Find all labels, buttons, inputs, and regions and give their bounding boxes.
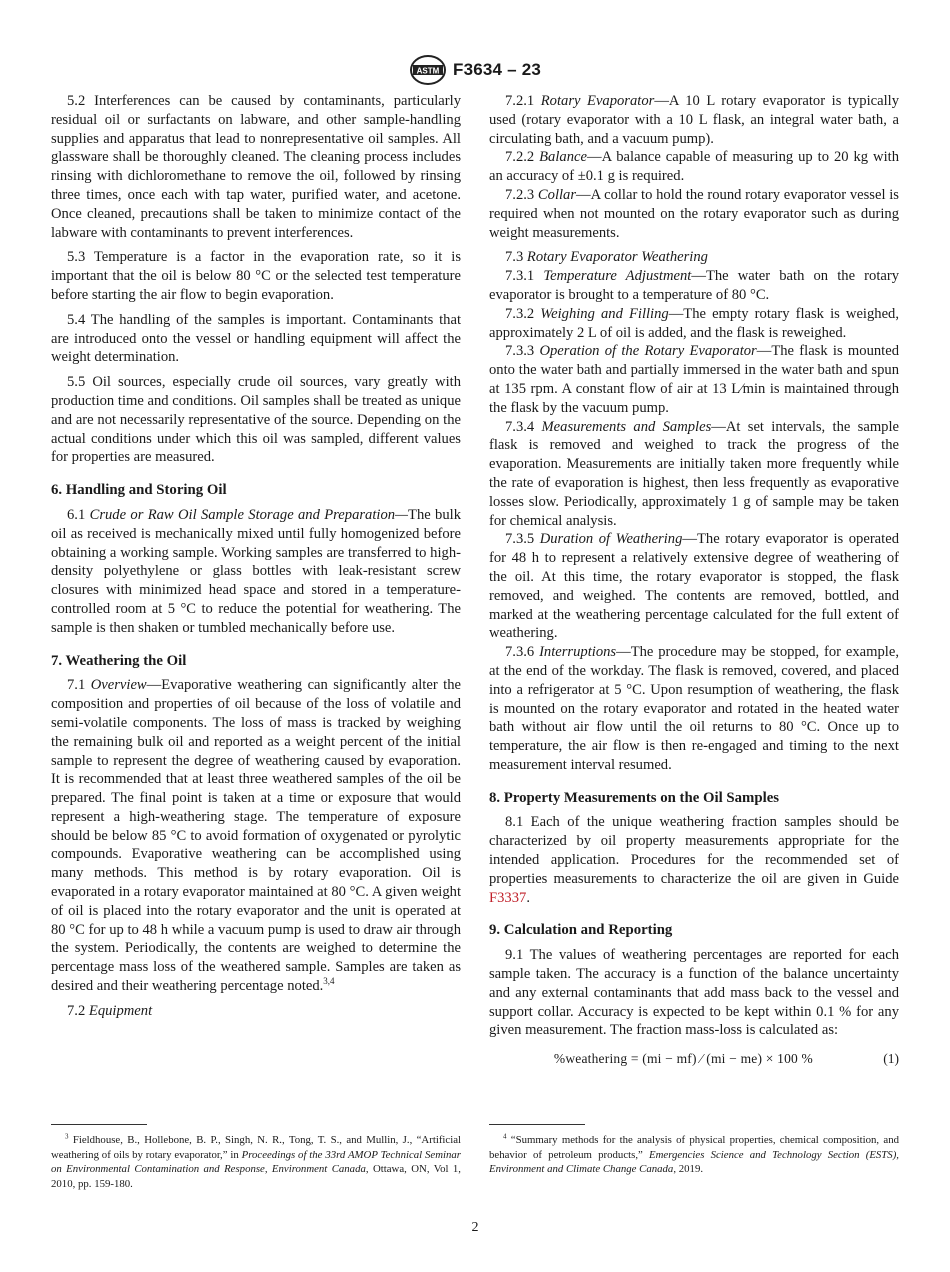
- paragraph-7-3-2: [489, 305, 899, 343]
- paragraph-number: 7.2.2: [505, 149, 535, 166]
- paragraph-7-1: [51, 676, 461, 996]
- paragraph-text: 8.1 Each of the unique weathering fraction samples should be characterized by oil property measurements appropriate for the intended application. Procedures for the recommended set of properties measurements to characterize the oil are given in Guide: [489, 814, 899, 887]
- footnote-4: [489, 1133, 899, 1177]
- paragraph-title: Collar: [537, 186, 577, 203]
- paragraph-number: 7.3.4: [505, 418, 535, 435]
- paragraph-6-1: [51, 506, 461, 638]
- right-column: [489, 92, 899, 1069]
- paragraph-7-2-3: [489, 186, 899, 242]
- paragraph-number: 7.2.3: [505, 186, 535, 203]
- section-9-heading: 9. Calculation and Reporting: [489, 922, 673, 939]
- footnote-text: “Summary methods for the analysis of physical properties, chemical composition, and behavior of petroleum products,”: [489, 1134, 899, 1161]
- paragraph-5-2: 5.2 Interferences can be caused by contaminants, particularly residual oil or surfactants on labware, and other sample-handling supplies and apparatus that lead to nonrepresentative oil samples. All glassware shall be thoroughly cleaned. The cleaning process includes rinsing with dichloromethane to remove the oil, followed by rinsing three times, once each with tap water, purified water, and acetone. Once cleaned, precautions shall be taken to minimize contact of the labware with contaminants to prevent interferences.: [51, 93, 461, 241]
- paragraph-9-1: 9.1 The values of weathering percentages are reported for each sample taken. The accuracy is a function of the balance uncertainty and any external contaminants that add mass back to the vessel and support collar. Accuracy is expected to be kept within 0.1 % for any given measurement. The fraction mass-loss is calculated as:: [489, 947, 899, 1039]
- equation-body: %weathering = (mi − mf) ⁄ (mi − me) × 100 %: [553, 1051, 813, 1067]
- paragraph-7-2: [51, 1002, 461, 1021]
- paragraph-text: —The rotary evaporator is operated for 48 h to represent a relatively extensive degree of weathering of the oil. At this time, the rotary evaporator is stopped, the flask removed, and weighed. The contents are removed, bottled, and marked at the weathering percentage calculated for the full extent of weathering.: [489, 531, 899, 642]
- standard-number: F3634 – 23: [452, 60, 541, 79]
- paragraph-title: Weighing and Filling: [540, 305, 669, 322]
- paragraph-title: Equipment: [88, 1002, 153, 1019]
- paragraph-number: 7.2: [67, 1002, 86, 1019]
- footnote-3: [51, 1133, 461, 1191]
- footnote-text-end: , 2019.: [673, 1163, 704, 1176]
- paragraph-title: Crude or Raw Oil Sample Storage and Preparation—: [89, 506, 409, 523]
- paragraph-7-3-5: [489, 530, 899, 643]
- paragraph-text: The bulk oil as received is mechanically mixed until fully homogenized before obtaining a working sample. Working samples are transferred to high-density polyethylene or glass bottles with leak-resistant screw closures with minimized head space and stored in a temperature-controlled room at 5 °C to reduce the potential for weathering. The sample is then shaken or tumbled mechanically before use.: [51, 506, 461, 636]
- paragraph-5-3: 5.3 Temperature is a factor in the evaporation rate, so it is important that the oil is below 80 °C or the selected test temperature before starting the air flow to begin evaporation.: [51, 249, 461, 303]
- paragraph-title: Rotary Evaporator: [540, 93, 655, 109]
- paragraph-text: —The flask is mounted onto the water bath and partially immersed in the water bath and spun at 135 rpm. A constant flow of air at 13 L⁄min is maintained through the flask by the vacuum pump.: [489, 343, 899, 416]
- footnote-text: Fieldhouse, B., Hollebone, B. P., Singh, N. R., Tong, T. S., and Mullin, J., “Artificial weathering of oils by rotary evaporator,” in: [51, 1134, 461, 1161]
- page-header: [0, 54, 950, 86]
- left-column: [51, 92, 461, 1021]
- guide-f3337-link[interactable]: F3337: [489, 889, 527, 906]
- paragraph-title: Overview: [90, 677, 147, 694]
- paragraph-number: 7.3.5: [505, 531, 535, 548]
- paragraph-text: —The water bath on the rotary evaporator is brought to a temperature of 80 °C.: [489, 268, 900, 303]
- paragraph-text: —Evaporative weathering can significantly alter the composition and properties of oil because of the loss of volatile and semi-volatile components. The loss of mass is tracked by weighing the remaining bulk oil and reported as a weight percent of the initial sample to represent the degree of weathering caused by evaporation. It is recommended that at least three weathered samples of the oil be prepared. The final point is taken at a time or exposure that would represent a high-weathering stage. The temperature of exposure should be below 85 °C to avoid formation of oxygenated or pyrolytic compounds. Evaporative weathering can be accomplished using many methods. This method is by rotary evaporation. Oil is evaporated in a rotary evaporator maintained at 80 °C. A given weight of oil is placed into the rotary evaporator and the unit is operated at 80 °C for up to 48 h while a vacuum pump is used to draw air through the system. Periodically, the contents are weighed to determine the percentage mass loss of the weathered sample. Samples are taken as desired and their weathering percentage noted.: [51, 677, 461, 995]
- footnote-mark: 4: [503, 1132, 507, 1141]
- paragraph-end: .: [526, 889, 530, 906]
- paragraph-number: 6.1: [67, 506, 86, 523]
- astm-logo-icon: [409, 54, 447, 86]
- paragraph-title: Measurements and Samples: [541, 418, 712, 435]
- paragraph-number: 7.3.3: [505, 343, 535, 360]
- paragraph-5-4: 5.4 The handling of the samples is important. Contaminants that are introduced onto the vessel or handling equipment will affect the weight determination.: [51, 311, 461, 366]
- paragraph-number: 7.3.2: [505, 305, 535, 322]
- page-number: 2: [471, 1220, 479, 1235]
- paragraph-7-2-2: [489, 148, 899, 186]
- paragraph-text: —A balance capable of measuring up to 20 kg with an accuracy of ±0.1 g is required.: [489, 149, 899, 185]
- paragraph-8-1: [489, 813, 899, 907]
- paragraph-text: —The procedure may be stopped, for example, at the end of the workday. The flask is removed, covered, and placed into a refrigerator at 5 °C. Upon resumption of weathering, the flask is mounted on the rotary evaporator and rotated in the heated water bath without air flow until the oil returns to 80 °C. Once up to temperature, the air flow is then re-engaged and timing to the next measurement interval resumed.: [489, 644, 899, 773]
- section-8-heading: 8. Property Measurements on the Oil Samples: [489, 789, 780, 806]
- paragraph-7-3-6: [489, 643, 899, 775]
- paragraph-title: Interruptions: [539, 644, 617, 661]
- equation-1: [489, 1050, 899, 1069]
- paragraph-7-3-1: [489, 267, 899, 305]
- paragraph-number: 7.3: [505, 249, 524, 266]
- svg-text:ASTM: ASTM: [416, 66, 440, 76]
- footnote-source: Emergencies Science and Technology Section (ESTS), Environment and Climate Change Canada: [489, 1148, 900, 1176]
- footnote-rule: [489, 1124, 585, 1125]
- paragraph-7-2-1: [489, 92, 899, 148]
- footnote-reference[interactable]: 3,4: [323, 976, 335, 987]
- paragraph-title: Operation of the Rotary Evaporator: [539, 343, 757, 360]
- paragraph-number: 7.2.1: [505, 93, 535, 109]
- paragraph-7-3-4: [489, 418, 899, 531]
- paragraph-number: 7.3.6: [505, 644, 535, 661]
- paragraph-title: Duration of Weathering: [539, 531, 683, 548]
- paragraph-number: 7.1: [67, 677, 86, 694]
- footnote-rule: [51, 1124, 147, 1125]
- paragraph-text: —At set intervals, the sample flask is removed and weighed to track the progress of the evaporation. Measurements are initially taken more frequently while the rate of evaporation is highest, then less frequently as evaporative losses slow. Periodically, approximately 1 g of sample may be taken for chemical analysis.: [489, 418, 900, 529]
- paragraph-text: —A 10 L rotary evaporator is typically used (rotary evaporator with a 10 L flask, an integral water bath, a circulating bath, and a vacuum pump).: [489, 93, 899, 147]
- footnote-mark: 3: [65, 1132, 69, 1141]
- section-6-heading: 6. Handling and Storing Oil: [51, 482, 227, 499]
- paragraph-text: —A collar to hold the round rotary evaporator vessel is required when not mounted on the rotary evaporator such as during weight measurements.: [489, 186, 899, 241]
- footnote-text-end: , Ottawa, ON, Vol 1, 2010, pp. 159-180.: [51, 1163, 461, 1190]
- equation-number: (1): [883, 1051, 899, 1067]
- paragraph-title: Temperature Adjustment: [543, 268, 692, 285]
- paragraph-title: Balance: [539, 149, 587, 166]
- paragraph-7-3: [489, 248, 899, 267]
- paragraph-number: 7.3.1: [505, 268, 535, 285]
- paragraph-title: Rotary Evaporator Weathering: [526, 249, 708, 266]
- section-7-heading: 7. Weathering the Oil: [51, 652, 187, 669]
- paragraph-7-3-3: [489, 342, 899, 417]
- paragraph-5-5: 5.5 Oil sources, especially crude oil sources, vary greatly with production time and conditions. Oil samples shall be treated as unique and are not necessarily representative of the source. Depending on the actual conditions under which this oil was sampled, different values for properties are measured.: [51, 374, 461, 466]
- footnote-source: Proceedings of the 33rd AMOP Technical Seminar on Environmental Contamination and Response, Environment Canada: [51, 1148, 461, 1176]
- paragraph-text: —The empty rotary flask is weighed, approximately 2 L of oil is added, and the flask is reweighed.: [489, 305, 899, 341]
